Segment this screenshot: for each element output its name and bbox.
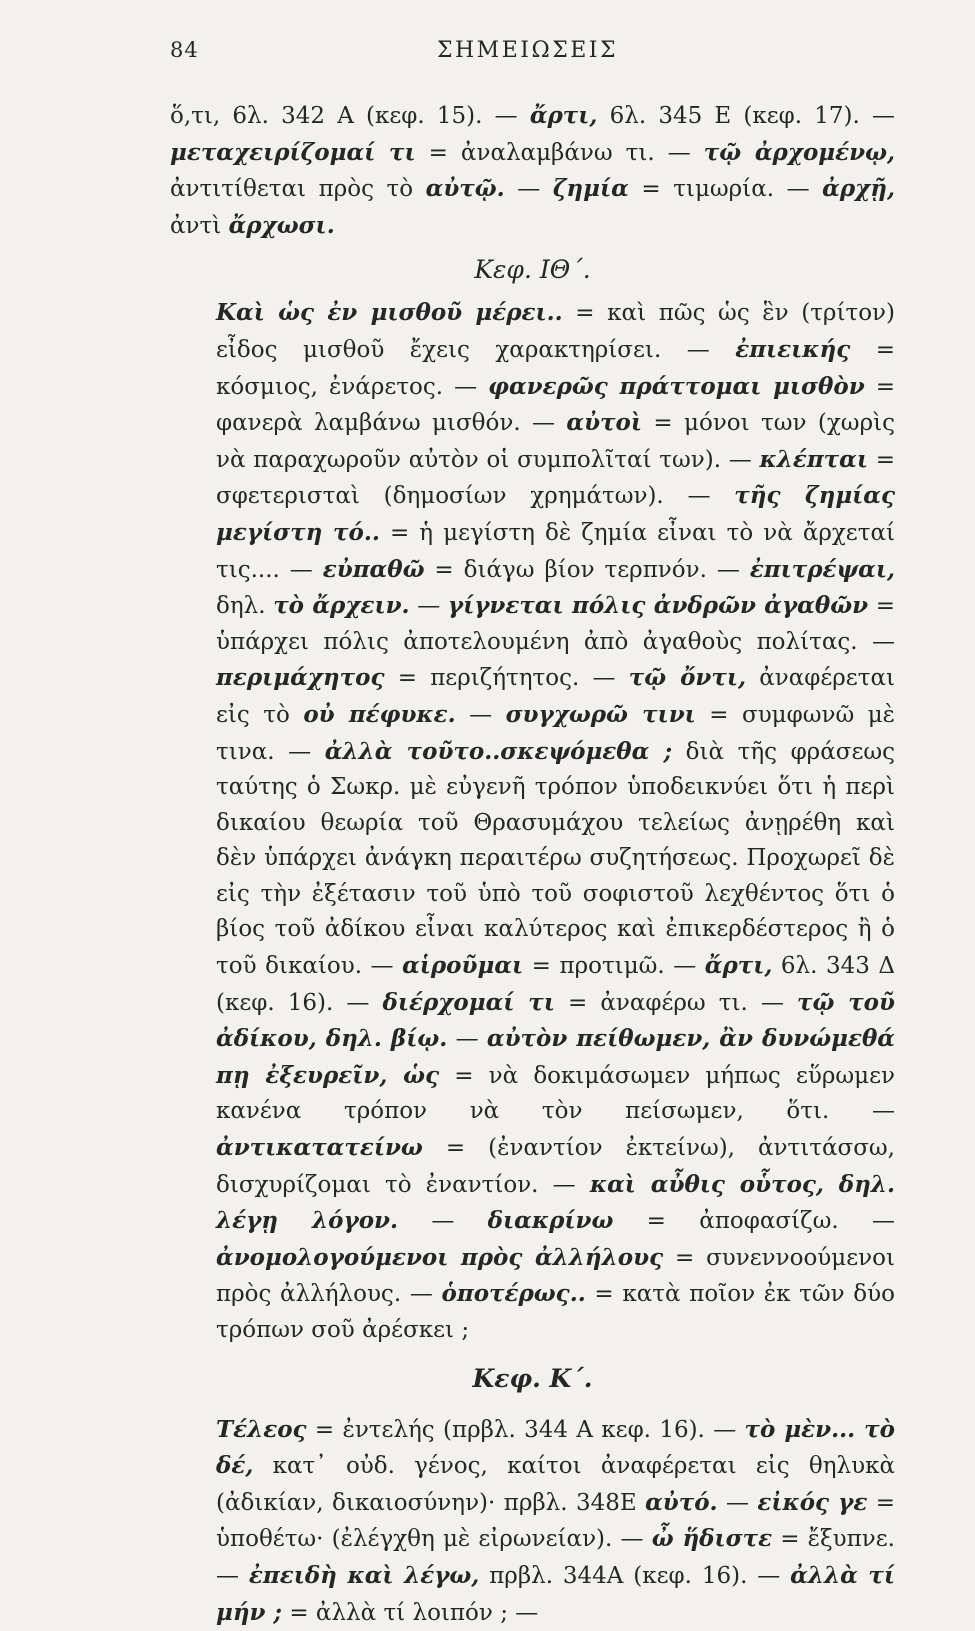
gloss-text: — xyxy=(409,593,448,620)
gloss-text: = κόσμιος, ἐνάρετος. — xyxy=(216,336,895,400)
gloss-text: — xyxy=(504,176,553,203)
gloss-text: = συνεννοούμενοι πρὸς ἀλλήλους. — xyxy=(216,1244,896,1308)
lemma-term: εὐπαθῶ xyxy=(322,555,425,583)
gloss-text: = μόνοι των (χωρὶς νὰ παραχωροῦν αὐτὸν οἱ συμπολῖταί των). — xyxy=(216,410,895,473)
gloss-text: = ἡ μεγίστη δὲ ζημία εἶναι τὸ νὰ ἄρχεταί τις.... — xyxy=(216,519,895,583)
gloss-text: = φανερὰ λαμβάνω μισθόν. — xyxy=(216,373,895,437)
gloss-text: — xyxy=(398,1208,488,1235)
lemma-term: ἐπειδὴ καὶ λέγω, xyxy=(248,1561,480,1589)
note-paragraph xyxy=(170,1412,895,1631)
gloss-text: ἀντιτίθεται πρὸς τὸ xyxy=(170,176,426,203)
gloss-text: = ἀποφασίζω. — xyxy=(613,1208,895,1235)
gloss-text: = σφετερισταὶ (δημοσίων χρημάτων). — xyxy=(216,446,895,510)
lemma-term: συγχωρῶ τινι xyxy=(505,700,696,728)
lemma-term: τῷ τοῦ ἀδίκου, δηλ. βίῳ. xyxy=(216,988,895,1053)
page-header xyxy=(170,38,885,68)
lemma-term: ἐπιτρέψαι, xyxy=(749,555,895,583)
lemma-term: τὸ μὲν... τὸ δέ, xyxy=(216,1415,895,1480)
lemma-term: ἀνομολογούμενοι πρὸς ἀλλήλους xyxy=(216,1243,664,1271)
lemma-term: περιμάχητος xyxy=(216,664,385,692)
gloss-text: = ἀναφέρω τι. — xyxy=(554,989,798,1016)
gloss-text: = περιζήτητος. — xyxy=(384,665,629,692)
lemma-term: κλέπται xyxy=(759,445,868,473)
lemma-term: ἀρχῇ, xyxy=(822,175,896,203)
lemma-term: τὸ ἄρχειν. xyxy=(273,592,410,620)
lemma-term: Καὶ ὡς ἐν μισθοῦ μέρει.. xyxy=(216,299,563,327)
lemma-term: μεταχειρίζομαί τι xyxy=(170,138,416,166)
lemma-term: ὦ ἥδιστε xyxy=(651,1525,773,1553)
lemma-term: ἄρχωσι. xyxy=(228,211,335,239)
lemma-term: τῷ ὄντι, xyxy=(628,664,746,692)
page-number: 84 xyxy=(170,38,199,62)
lemma-term: ὁποτέρως.. xyxy=(441,1280,586,1308)
gloss-text: = ἐντελής (πρβλ. 344 Α κεφ. 16). — xyxy=(306,1416,745,1443)
gloss-text: πρβλ. 344Α (κεφ. 16). — xyxy=(479,1562,791,1589)
lemma-term: Τέλεος xyxy=(216,1415,307,1443)
gloss-text: 6λ. 345 Ε (κεφ. 17). — xyxy=(597,103,896,129)
lemma-term: αἱροῦμαι xyxy=(402,952,524,980)
gloss-text: = προτιμῶ. — xyxy=(523,953,705,980)
gloss-text: διὰ τῆς φράσεως ταύτης ὁ Σωκρ. μὲ εὐγενῆ τρόπον ὑποδεικνύει ὅτι ἡ περὶ δικαίου θεωρία τοῦ Θρασυμάχου τελείως ἀνῃρέθη καὶ δὲν ὑπάρχει ἀνάγκη περαιτέρω συζητήσεως. Προχωρεῖ δὲ εἰς τὴν ἐξέτασιν τοῦ ὑπὸ τοῦ σοφιστοῦ λεχθέντος ὅτι ὁ βίος τοῦ ἀδίκου εἶναι καλύτερος καὶ ἐπικερδέστερος ἢ ὁ τοῦ δικαίου. — xyxy=(216,738,895,980)
lemma-term: φανερῶς πράττομαι μισθὸν xyxy=(488,372,865,400)
gloss-text: = διάγω βίον τερπνόν. — xyxy=(424,556,750,583)
lemma-term: γίγνεται πόλις ἀνδρῶν ἀγαθῶν xyxy=(447,592,869,620)
gloss-text: — xyxy=(455,701,506,728)
lemma-term: τῷ ἀρχομένῳ, xyxy=(703,138,895,166)
gloss-text: δηλ. xyxy=(216,593,274,620)
gloss-text: κατ᾽ οὐδ. γένος, καίτοι ἀναφέρεται εἰς θηλυκὰ (ἀδικίαν, δικαιοσύνην)· πρβλ. 348Ε xyxy=(216,1453,895,1516)
gloss-text: ἀναφέρεται εἰς τὸ xyxy=(216,665,895,728)
lemma-term: ἐπιεικής xyxy=(735,335,851,363)
lemma-term: τῆς ζημίας μεγίστη τό.. xyxy=(216,482,895,546)
note-paragraph xyxy=(170,98,895,244)
gloss-text: = ὑποθέτω· (ἐλέγχθη μὲ εἰρωνείαν). — xyxy=(216,1489,896,1553)
lemma-term: αὐτὸν πείθωμεν, ἂν δυνώμεθά πῃ ἐξευρεῖν, ὡς xyxy=(216,1025,895,1089)
gloss-text: = (ἐναντίον ἐκτείνω), ἀντιτάσσω, δισχυρίζομαι τὸ ἐναντίον. — xyxy=(216,1135,895,1198)
gloss-text: = ἀναλαμβάνω τι. — xyxy=(415,139,704,166)
running-title: ΣΗΜΕΙΩΣΕΙΣ xyxy=(436,38,619,63)
lemma-term: αὐτό. xyxy=(645,1488,718,1516)
lemma-term: ζημία xyxy=(552,175,629,203)
gloss-text: — xyxy=(717,1489,758,1516)
gloss-text: ἀντὶ xyxy=(170,212,229,239)
gloss-text: 6λ. 343 Δ (κεφ. 16). — xyxy=(216,953,895,1016)
lemma-term: εἰκός γε xyxy=(757,1488,868,1516)
lemma-term: ἄρτι, xyxy=(704,952,773,980)
gloss-text: ὅ,τι, 6λ. 342 Α (κεφ. 15). — xyxy=(170,103,530,129)
lemma-term: ἀλλὰ τοῦτο..σκεψόμεθα ; xyxy=(324,737,673,765)
notes-body xyxy=(170,98,895,1631)
gloss-text: = τιμωρία. — xyxy=(628,176,823,203)
chapter-heading: Κεφ. ΙΘ΄. xyxy=(474,255,591,285)
gloss-text: = συμφωνῶ μὲ τινα. — xyxy=(216,701,895,765)
lemma-term: αὐτοὶ xyxy=(566,409,642,437)
lemma-term: ἀντικατατείνω xyxy=(216,1134,423,1162)
gloss-text: = ἔξυπνε. — xyxy=(216,1526,895,1589)
lemma-term: αὐτῷ. xyxy=(425,175,505,203)
gloss-text: = ὑπάρχει πόλις ἀποτελουμένη ἀπὸ ἀγαθοὺς πολίτας. — xyxy=(216,593,896,655)
lemma-term: καὶ αὖθις οὗτος, δηλ. λέγῃ λόγον. xyxy=(216,1170,895,1235)
note-paragraph xyxy=(170,295,895,1348)
lemma-term: ἄρτι, xyxy=(529,102,598,129)
lemma-term: διακρίνω xyxy=(487,1207,614,1235)
lemma-term: διέρχομαί τι xyxy=(382,988,555,1016)
chapter-heading: Κεφ. Κ΄. xyxy=(472,1363,593,1393)
gloss-text: = κατὰ ποῖον ἐκ τῶν δύο τρόπων σοῦ ἀρέσκει ; xyxy=(216,1281,895,1343)
gloss-text: = νὰ δοκιμάσωμεν μήπως εὕρωμεν κανένα τρόπον νὰ τὸν πείσωμεν, ὅτι. — xyxy=(216,1062,895,1125)
gloss-text: — xyxy=(447,1026,487,1053)
lemma-term: ἀλλὰ τί μήν ; xyxy=(216,1561,896,1626)
gloss-text: = καὶ πῶς ὡς ἓν (τρίτον) εἶδος μισθοῦ ἔχεις χαρακτηρίσει. — xyxy=(216,300,895,363)
gloss-text: = ἀλλὰ τί λοιπόν ; — xyxy=(282,1599,539,1626)
lemma-term: οὐ πέφυκε. xyxy=(303,700,456,728)
